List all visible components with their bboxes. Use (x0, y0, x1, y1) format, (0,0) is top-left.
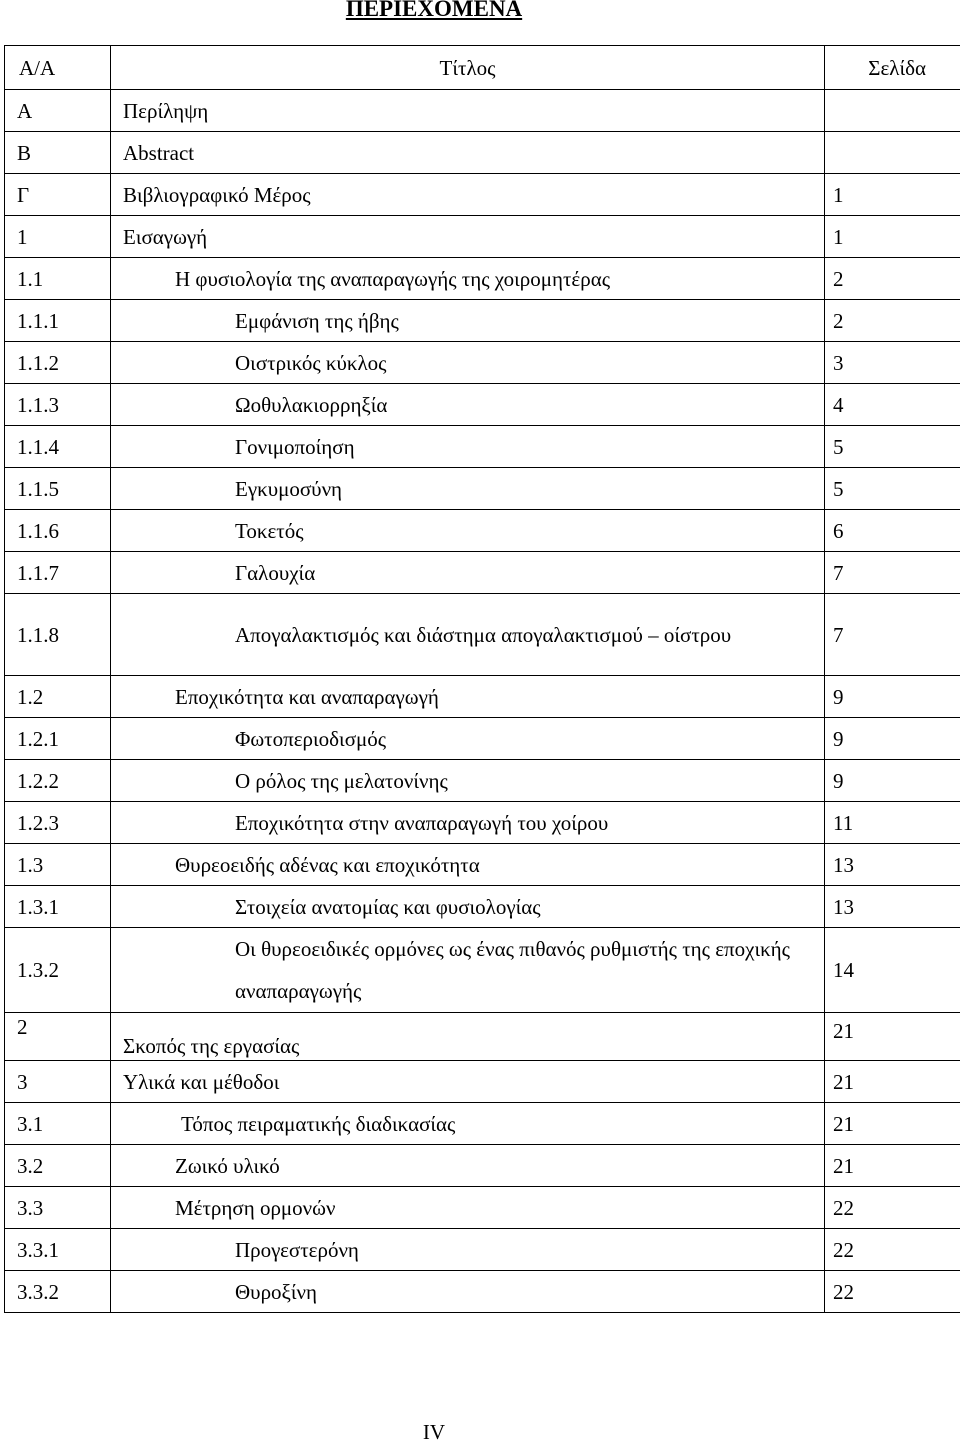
toc-page: 9 (825, 718, 960, 760)
toc-number: Γ (5, 174, 111, 216)
toc-page: 11 (825, 802, 960, 844)
toc-page: 5 (825, 426, 960, 468)
toc-page: 21 (825, 1145, 960, 1187)
toc-title: Εμφάνιση της ήβης (111, 300, 825, 342)
toc-page: 22 (825, 1187, 960, 1229)
toc-page (825, 90, 960, 132)
toc-title: Εποχικότητα και αναπαραγωγή (111, 676, 825, 718)
toc-page: 1 (825, 216, 960, 258)
toc-title: Μέτρηση ορμονών (111, 1187, 825, 1229)
toc-number: 1.1.3 (5, 384, 111, 426)
toc-page: 14 (825, 928, 960, 1013)
toc-number: 1.2.2 (5, 760, 111, 802)
page-title: ΠΕΡΙΕΧΟΜΕΝΑ (345, 0, 523, 21)
toc-row (5, 802, 960, 844)
toc-row (5, 844, 960, 886)
column-header-number: Α/Α (5, 46, 111, 90)
toc-number: 3.3.1 (5, 1229, 111, 1271)
toc-page: 13 (825, 844, 960, 886)
toc-title: Abstract (111, 132, 825, 174)
column-header-title: Τίτλος (111, 46, 825, 90)
toc-number: 3.2 (5, 1145, 111, 1187)
toc-page: 13 (825, 886, 960, 928)
toc-title: Θυρεοειδής αδένας και εποχικότητα (111, 844, 825, 886)
column-header-page: Σελίδα (825, 46, 960, 90)
toc-number: 1.2 (5, 676, 111, 718)
toc-page: 21 (825, 1061, 960, 1103)
toc-page: 7 (825, 552, 960, 594)
toc-row (5, 300, 960, 342)
toc-row (5, 426, 960, 468)
toc-row (5, 886, 960, 928)
toc-number: 1 (5, 216, 111, 258)
toc-page: 22 (825, 1229, 960, 1271)
toc-number: 1.1.7 (5, 552, 111, 594)
toc-title: Βιβλιογραφικό Μέρος (111, 174, 825, 216)
toc-number: 1.3.1 (5, 886, 111, 928)
toc-title: Γονιμοποίηση (111, 426, 825, 468)
toc-title: Οιστρικός κύκλος (111, 342, 825, 384)
toc-number: 1.3.2 (5, 928, 111, 1013)
toc-number: 3.1 (5, 1103, 111, 1145)
toc-title: Γαλουχία (111, 552, 825, 594)
toc-row (5, 342, 960, 384)
toc-number: 1.1.5 (5, 468, 111, 510)
toc-title: Σκοπός της εργασίας (111, 1013, 825, 1061)
toc-title: Εγκυμοσύνη (111, 468, 825, 510)
toc-row-abstract-en (5, 132, 960, 174)
toc-title: Φωτοπεριοδισμός (111, 718, 825, 760)
page-number: IV (422, 1420, 446, 1444)
toc-page: 9 (825, 676, 960, 718)
toc-page: 6 (825, 510, 960, 552)
toc-number: 1.2.1 (5, 718, 111, 760)
table-header-row (5, 46, 960, 90)
toc-number: 1.1.2 (5, 342, 111, 384)
toc-row (5, 760, 960, 802)
toc-row (5, 594, 960, 676)
toc-row (5, 1145, 960, 1187)
toc-row (5, 1187, 960, 1229)
toc-row (5, 928, 960, 1013)
toc-row (5, 1103, 960, 1145)
toc-row (5, 216, 960, 258)
toc-page: 2 (825, 300, 960, 342)
toc-number: 1.1.6 (5, 510, 111, 552)
toc-page: 21 (825, 1103, 960, 1145)
toc-title: Προγεστερόνη (111, 1229, 825, 1271)
toc-title: Εισαγωγή (111, 216, 825, 258)
toc-row (5, 258, 960, 300)
toc-page: 4 (825, 384, 960, 426)
toc-title: Ο ρόλος της μελατονίνης (111, 760, 825, 802)
toc-row (5, 510, 960, 552)
toc-page: 9 (825, 760, 960, 802)
toc-row-bibliography (5, 174, 960, 216)
toc-page: 7 (825, 594, 960, 676)
toc-title: Εποχικότητα στην αναπαραγωγή του χοίρου (111, 802, 825, 844)
toc-number: 1.1.1 (5, 300, 111, 342)
toc-row (5, 1013, 960, 1061)
toc-number: 3.3 (5, 1187, 111, 1229)
toc-title: Οι θυρεοειδικές ορμόνες ως ένας πιθανός ρυθμιστής της εποχικής αναπαραγωγής (111, 928, 825, 1013)
toc-title: Τόπος πειραματικής διαδικασίας (111, 1103, 825, 1145)
toc-title: Ζωικό υλικό (111, 1145, 825, 1187)
toc-title: Τοκετός (111, 510, 825, 552)
toc-page: 3 (825, 342, 960, 384)
toc-number: 3 (5, 1061, 111, 1103)
toc-number: 1.1 (5, 258, 111, 300)
toc-number: 2 (5, 1013, 111, 1061)
toc-page (825, 132, 960, 174)
toc-row (5, 718, 960, 760)
toc-row (5, 676, 960, 718)
toc-title: Θυροξίνη (111, 1271, 825, 1313)
toc-title: Στοιχεία ανατομίας και φυσιολογίας (111, 886, 825, 928)
toc-number: 1.1.4 (5, 426, 111, 468)
toc-page: 1 (825, 174, 960, 216)
toc-title: Η φυσιολογία της αναπαραγωγής της χοιρομητέρας (111, 258, 825, 300)
toc-number: 1.1.8 (5, 594, 111, 676)
toc-row (5, 468, 960, 510)
toc-number: 1.2.3 (5, 802, 111, 844)
toc-number: Β (5, 132, 111, 174)
toc-number: 1.3 (5, 844, 111, 886)
toc-page: 5 (825, 468, 960, 510)
table-of-contents (4, 45, 960, 1313)
toc-row (5, 384, 960, 426)
toc-row-abstract-gr (5, 90, 960, 132)
toc-page: 2 (825, 258, 960, 300)
toc-title: Απογαλακτισμός και διάστημα απογαλακτισμού – οίστρου (111, 594, 825, 676)
toc-row (5, 1271, 960, 1313)
toc-number: 3.3.2 (5, 1271, 111, 1313)
toc-page: 22 (825, 1271, 960, 1313)
toc-title: Ωοθυλακιορρηξία (111, 384, 825, 426)
toc-row (5, 1061, 960, 1103)
toc-row (5, 1229, 960, 1271)
toc-page: 21 (825, 1013, 960, 1061)
toc-title: Περίληψη (111, 90, 825, 132)
toc-title: Υλικά και μέθοδοι (111, 1061, 825, 1103)
toc-number: Α (5, 90, 111, 132)
toc-row (5, 552, 960, 594)
